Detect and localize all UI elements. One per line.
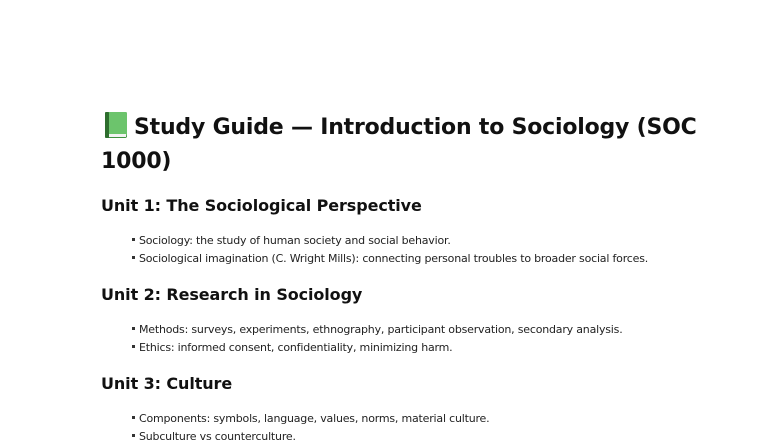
bullet-text: Components: symbols, language, values, norms, material culture. xyxy=(139,412,490,425)
bullet-icon xyxy=(132,416,135,419)
bullet-text: Subculture vs counterculture. xyxy=(139,429,296,441)
list-item xyxy=(132,410,489,428)
bullet-icon xyxy=(132,256,135,259)
list-item xyxy=(132,232,648,250)
unit-2-bullet-list xyxy=(132,321,623,356)
bullet-text: Sociological imagination (C. Wright Mills): connecting personal troubles to broader social forces. xyxy=(139,251,649,265)
title-text: Study Guide — Introduction to Sociology (SOC 1000) xyxy=(101,115,697,174)
unit-2-heading: Unit 2: Research in Sociology xyxy=(101,285,363,304)
unit-1-bullet-list xyxy=(132,232,648,267)
unit-3-bullet-list xyxy=(132,410,489,441)
green-book-icon xyxy=(101,110,131,140)
bullet-text: Sociology: the study of human society and social behavior. xyxy=(139,234,451,247)
list-item xyxy=(132,250,648,268)
list-item xyxy=(132,428,489,441)
page-title xyxy=(101,110,701,179)
unit-3-heading: Unit 3: Culture xyxy=(101,374,233,393)
bullet-icon xyxy=(132,327,135,330)
unit-1-heading: Unit 1: The Sociological Perspective xyxy=(101,196,422,215)
list-item xyxy=(132,339,623,357)
bullet-text: Ethics: informed consent, confidentiality, minimizing harm. xyxy=(139,340,453,354)
bullet-icon xyxy=(132,238,135,241)
title-block xyxy=(101,110,701,179)
list-item xyxy=(132,321,623,339)
bullet-icon xyxy=(132,345,135,348)
bullet-text: Methods: surveys, experiments, ethnography, participant observation, secondary analysis. xyxy=(139,323,623,336)
bullet-icon xyxy=(132,434,135,437)
